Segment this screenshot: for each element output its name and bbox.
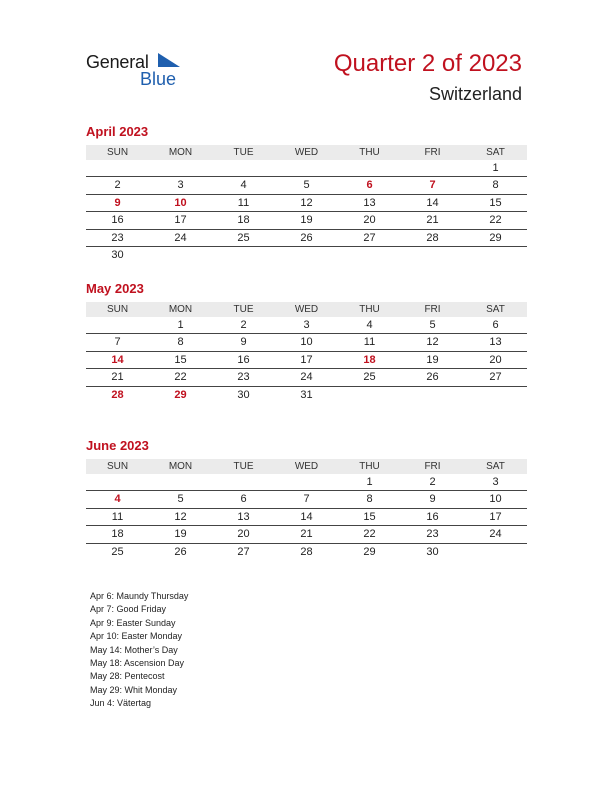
empty-day-cell [149, 247, 212, 264]
day-cell: 8 [366, 493, 373, 506]
day-cell: 22 [174, 371, 187, 384]
day-cell: 9 [429, 493, 436, 506]
month-title: June 2023 [86, 438, 149, 453]
empty-day-cell [212, 474, 275, 490]
weekday-label: SUN [106, 147, 129, 158]
weekday-label: MON [168, 147, 193, 158]
empty-day-cell [149, 160, 212, 176]
day-cell: 21 [426, 214, 439, 227]
week-row [86, 526, 527, 543]
month-title: May 2023 [86, 281, 144, 296]
day-cell: 31 [300, 388, 313, 401]
day-cell: 2 [114, 179, 121, 192]
week-row [86, 195, 527, 212]
weekday-label: SUN [106, 461, 129, 472]
day-cell: 7 [303, 493, 310, 506]
weekday-label: FRI [424, 147, 441, 158]
day-cell: 20 [237, 528, 250, 541]
empty-day-cell [212, 160, 275, 176]
day-cell: 20 [489, 353, 502, 366]
day-cell: 3 [303, 319, 310, 331]
week-row [86, 352, 527, 369]
day-cell: 14 [300, 510, 313, 523]
day-cell: 17 [174, 214, 187, 227]
holiday-item: May 28: Pentecost [90, 671, 165, 682]
month-title: April 2023 [86, 124, 149, 139]
day-cell: 26 [300, 231, 313, 244]
weekday-label: THU [359, 304, 380, 315]
day-cell: 30 [426, 545, 439, 558]
holiday-item: Apr 9: Easter Sunday [90, 617, 176, 628]
day-cell: 3 [492, 476, 499, 488]
day-cell: 22 [363, 528, 376, 541]
weekday-label: THU [359, 461, 380, 472]
day-cell: 18 [237, 214, 250, 227]
weekday-header-row [86, 145, 527, 160]
empty-day-cell [275, 474, 338, 490]
weekday-header-row [86, 302, 527, 317]
day-cell: 25 [237, 231, 250, 244]
day-cell: 13 [237, 510, 250, 523]
day-cell: 1 [492, 162, 499, 174]
day-cell: 26 [426, 371, 439, 384]
day-cell: 23 [111, 231, 124, 244]
holiday-item: May 29: Whit Monday [90, 684, 178, 695]
day-cell: 10 [300, 336, 313, 349]
weekday-label: WED [294, 147, 319, 158]
day-cell: 28 [426, 231, 439, 244]
empty-day-cell [464, 544, 527, 561]
empty-day-cell [212, 247, 275, 264]
day-cell: 12 [300, 196, 313, 209]
day-cell: 5 [303, 179, 310, 192]
day-cell: 28 [300, 545, 313, 558]
day-cell: 23 [426, 528, 439, 541]
day-cell: 18 [363, 353, 376, 366]
day-cell: 10 [174, 196, 187, 209]
empty-day-cell [464, 387, 527, 404]
day-cell: 10 [489, 493, 502, 506]
logo-triangle-icon [158, 53, 180, 67]
day-cell: 8 [177, 336, 184, 349]
holiday-item: Apr 6: Maundy Thursday [90, 591, 189, 601]
day-cell: 27 [237, 545, 250, 558]
week-row [86, 317, 527, 334]
empty-day-cell [86, 474, 149, 490]
page-title: Quarter 2 of 2023 [333, 50, 522, 77]
day-cell: 11 [363, 336, 376, 349]
weekday-label: FRI [424, 461, 441, 472]
day-cell: 4 [114, 493, 121, 506]
weekday-label: MON [168, 304, 193, 315]
day-cell: 13 [363, 196, 376, 209]
day-cell: 21 [300, 528, 313, 541]
day-cell: 23 [237, 371, 250, 384]
day-cell: 28 [111, 388, 124, 401]
day-cell: 15 [174, 353, 187, 366]
day-cell: 17 [300, 353, 313, 366]
week-row [86, 212, 527, 229]
generalblue-logo [86, 50, 196, 90]
empty-day-cell [338, 247, 401, 264]
day-cell: 3 [177, 179, 184, 192]
day-cell: 21 [111, 371, 124, 384]
weekday-label: SAT [486, 304, 505, 315]
week-row [86, 177, 527, 194]
day-cell: 18 [111, 528, 124, 541]
holiday-list [90, 590, 188, 711]
weekday-label: TUE [233, 304, 254, 315]
day-cell: 16 [237, 353, 250, 366]
holiday-item: Jun 4: Vätertag [90, 698, 152, 709]
day-cell: 24 [300, 371, 313, 384]
day-cell: 14 [111, 353, 124, 366]
empty-day-cell [338, 160, 401, 176]
month-calendar [86, 280, 527, 404]
day-cell: 15 [489, 196, 502, 209]
month-calendar [86, 123, 527, 264]
weekday-label: FRI [424, 304, 441, 315]
day-cell: 22 [489, 214, 502, 227]
day-cell: 12 [174, 510, 187, 523]
day-cell: 2 [429, 476, 436, 488]
day-cell: 7 [114, 336, 121, 349]
day-cell: 11 [237, 196, 250, 209]
day-cell: 14 [426, 196, 439, 209]
week-row [86, 491, 527, 508]
weekday-label: WED [294, 461, 319, 472]
empty-day-cell [275, 160, 338, 176]
day-cell: 2 [240, 319, 247, 331]
day-cell: 1 [366, 476, 373, 488]
day-cell: 19 [300, 214, 313, 227]
empty-day-cell [401, 160, 464, 176]
weekday-label: SAT [486, 147, 505, 158]
weekday-label: TUE [233, 461, 254, 472]
day-cell: 19 [174, 528, 187, 541]
day-cell: 29 [489, 231, 502, 244]
day-cell: 27 [363, 231, 376, 244]
weekday-label: WED [294, 304, 319, 315]
day-cell: 16 [426, 510, 439, 523]
day-cell: 9 [240, 336, 247, 349]
day-cell: 6 [492, 319, 499, 331]
day-cell: 5 [429, 319, 436, 331]
weekday-label: MON [168, 461, 193, 472]
day-cell: 9 [114, 196, 121, 209]
country-name: Switzerland [428, 84, 522, 104]
weekday-header-row [86, 459, 527, 474]
day-cell: 25 [111, 545, 124, 558]
day-cell: 5 [177, 493, 184, 506]
day-cell: 4 [366, 319, 373, 331]
holiday-item: May 14: Mother’s Day [90, 644, 178, 655]
empty-day-cell [401, 247, 464, 264]
day-cell: 12 [426, 336, 439, 349]
day-cell: 25 [363, 371, 376, 384]
week-row [86, 387, 527, 404]
holiday-item: Apr 7: Good Friday [90, 604, 167, 615]
day-cell: 1 [177, 319, 184, 331]
holiday-item: May 18: Ascension Day [90, 658, 185, 669]
day-cell: 6 [366, 179, 373, 192]
week-row [86, 369, 527, 386]
day-cell: 16 [111, 214, 124, 227]
day-cell: 26 [174, 545, 187, 558]
week-row [86, 334, 527, 351]
empty-day-cell [86, 317, 149, 333]
day-cell: 29 [174, 388, 187, 401]
empty-day-cell [464, 247, 527, 264]
day-cell: 30 [111, 248, 124, 261]
weekday-label: TUE [233, 147, 254, 158]
day-cell: 8 [492, 179, 499, 192]
day-cell: 19 [426, 353, 439, 366]
empty-day-cell [86, 160, 149, 176]
empty-day-cell [149, 474, 212, 490]
week-row [86, 160, 527, 177]
empty-day-cell [338, 387, 401, 404]
day-cell: 20 [363, 214, 376, 227]
day-cell: 27 [489, 371, 502, 384]
day-cell: 7 [429, 179, 436, 192]
empty-day-cell [275, 247, 338, 264]
day-cell: 4 [240, 179, 247, 192]
weekday-label: THU [359, 147, 380, 158]
holiday-item: Apr 10: Easter Monday [90, 631, 183, 642]
logo-word-general: General [86, 52, 149, 72]
day-cell: 11 [111, 510, 124, 523]
day-cell: 15 [363, 510, 376, 523]
weekday-label: SAT [486, 461, 505, 472]
day-cell: 17 [489, 510, 502, 523]
empty-day-cell [401, 387, 464, 404]
day-cell: 6 [240, 493, 247, 506]
week-row [86, 247, 527, 264]
day-cell: 30 [237, 388, 250, 401]
logo-word-blue: Blue [140, 69, 177, 89]
week-row [86, 230, 527, 247]
day-cell: 24 [174, 231, 187, 244]
month-calendar [86, 437, 527, 561]
day-cell: 29 [363, 545, 376, 558]
day-cell: 24 [489, 528, 502, 541]
day-cell: 13 [489, 336, 502, 349]
week-row [86, 509, 527, 526]
week-row [86, 544, 527, 561]
week-row [86, 474, 527, 491]
weekday-label: SUN [106, 304, 129, 315]
